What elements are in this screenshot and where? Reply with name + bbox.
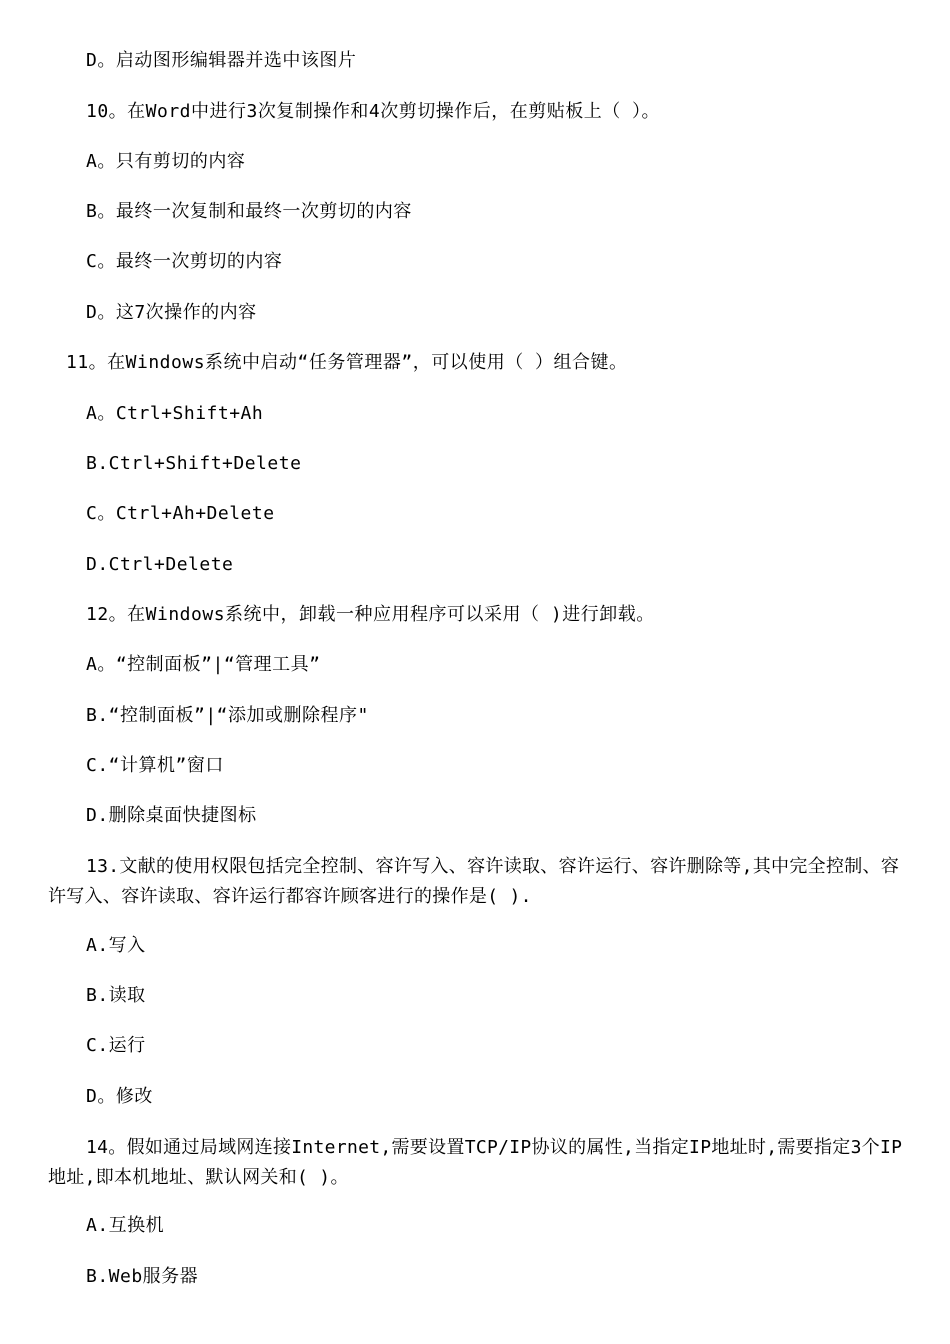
question-11: 11。在Windows系统中启动“任务管理器”，可以使用（ ）组合键。	[66, 352, 628, 373]
option-b-q14: B.Web服务器	[86, 1266, 199, 1287]
option-c-q11: C。Ctrl+Ah+Delete	[86, 503, 275, 524]
option-d-q13: D。修改	[86, 1086, 153, 1107]
option-b-q11: B.Ctrl+Shift+Delete	[86, 453, 302, 474]
option-b-q12: B.“控制面板”|“添加或删除程序"	[86, 705, 369, 726]
option-b-q13: B.读取	[86, 985, 146, 1006]
question-14: 14。假如通过局域网连接Internet,需要设置TCP/IP协议的属性,当指定IP地址时,需要指定3个IP地址,即本机地址、默认网关和( )。	[48, 1137, 903, 1188]
option-a-q13: A.写入	[86, 935, 146, 956]
option-d-q12: D.删除桌面快捷图标	[86, 805, 257, 826]
option-a-q12: A。“控制面板”|“管理工具”	[86, 654, 321, 675]
option-a-q11: A。Ctrl+Shift+Ah	[86, 403, 264, 424]
option-c-q10: C。最终一次剪切的内容	[86, 251, 283, 272]
option-c-q12: C.“计算机”窗口	[86, 755, 224, 776]
option-d-q11: D.Ctrl+Delete	[86, 554, 234, 575]
option-a-q14: A.互换机	[86, 1215, 165, 1236]
question-13: 13.文献的使用权限包括完全控制、容许写入、容许读取、容许运行、容许删除等,其中完全控制、容许写入、容许读取、容许运行都容许顾客进行的操作是( ).	[48, 856, 900, 907]
option-d-q10: D。这7次操作的内容	[86, 302, 257, 323]
option-c-q13: C.运行	[86, 1035, 146, 1056]
question-12: 12。在Windows系统中，卸载一种应用程序可以采用（ )进行卸载。	[86, 604, 655, 625]
option-a-q10: A。只有剪切的内容	[86, 151, 246, 172]
question-10: 10。在Word中进行3次复制操作和4次剪切操作后，在剪贴板上（ ）。	[86, 101, 661, 122]
option-b-q10: B。最终一次复制和最终一次剪切的内容	[86, 201, 412, 222]
option-d-q9: D。启动图形编辑器并选中该图片	[86, 50, 357, 71]
